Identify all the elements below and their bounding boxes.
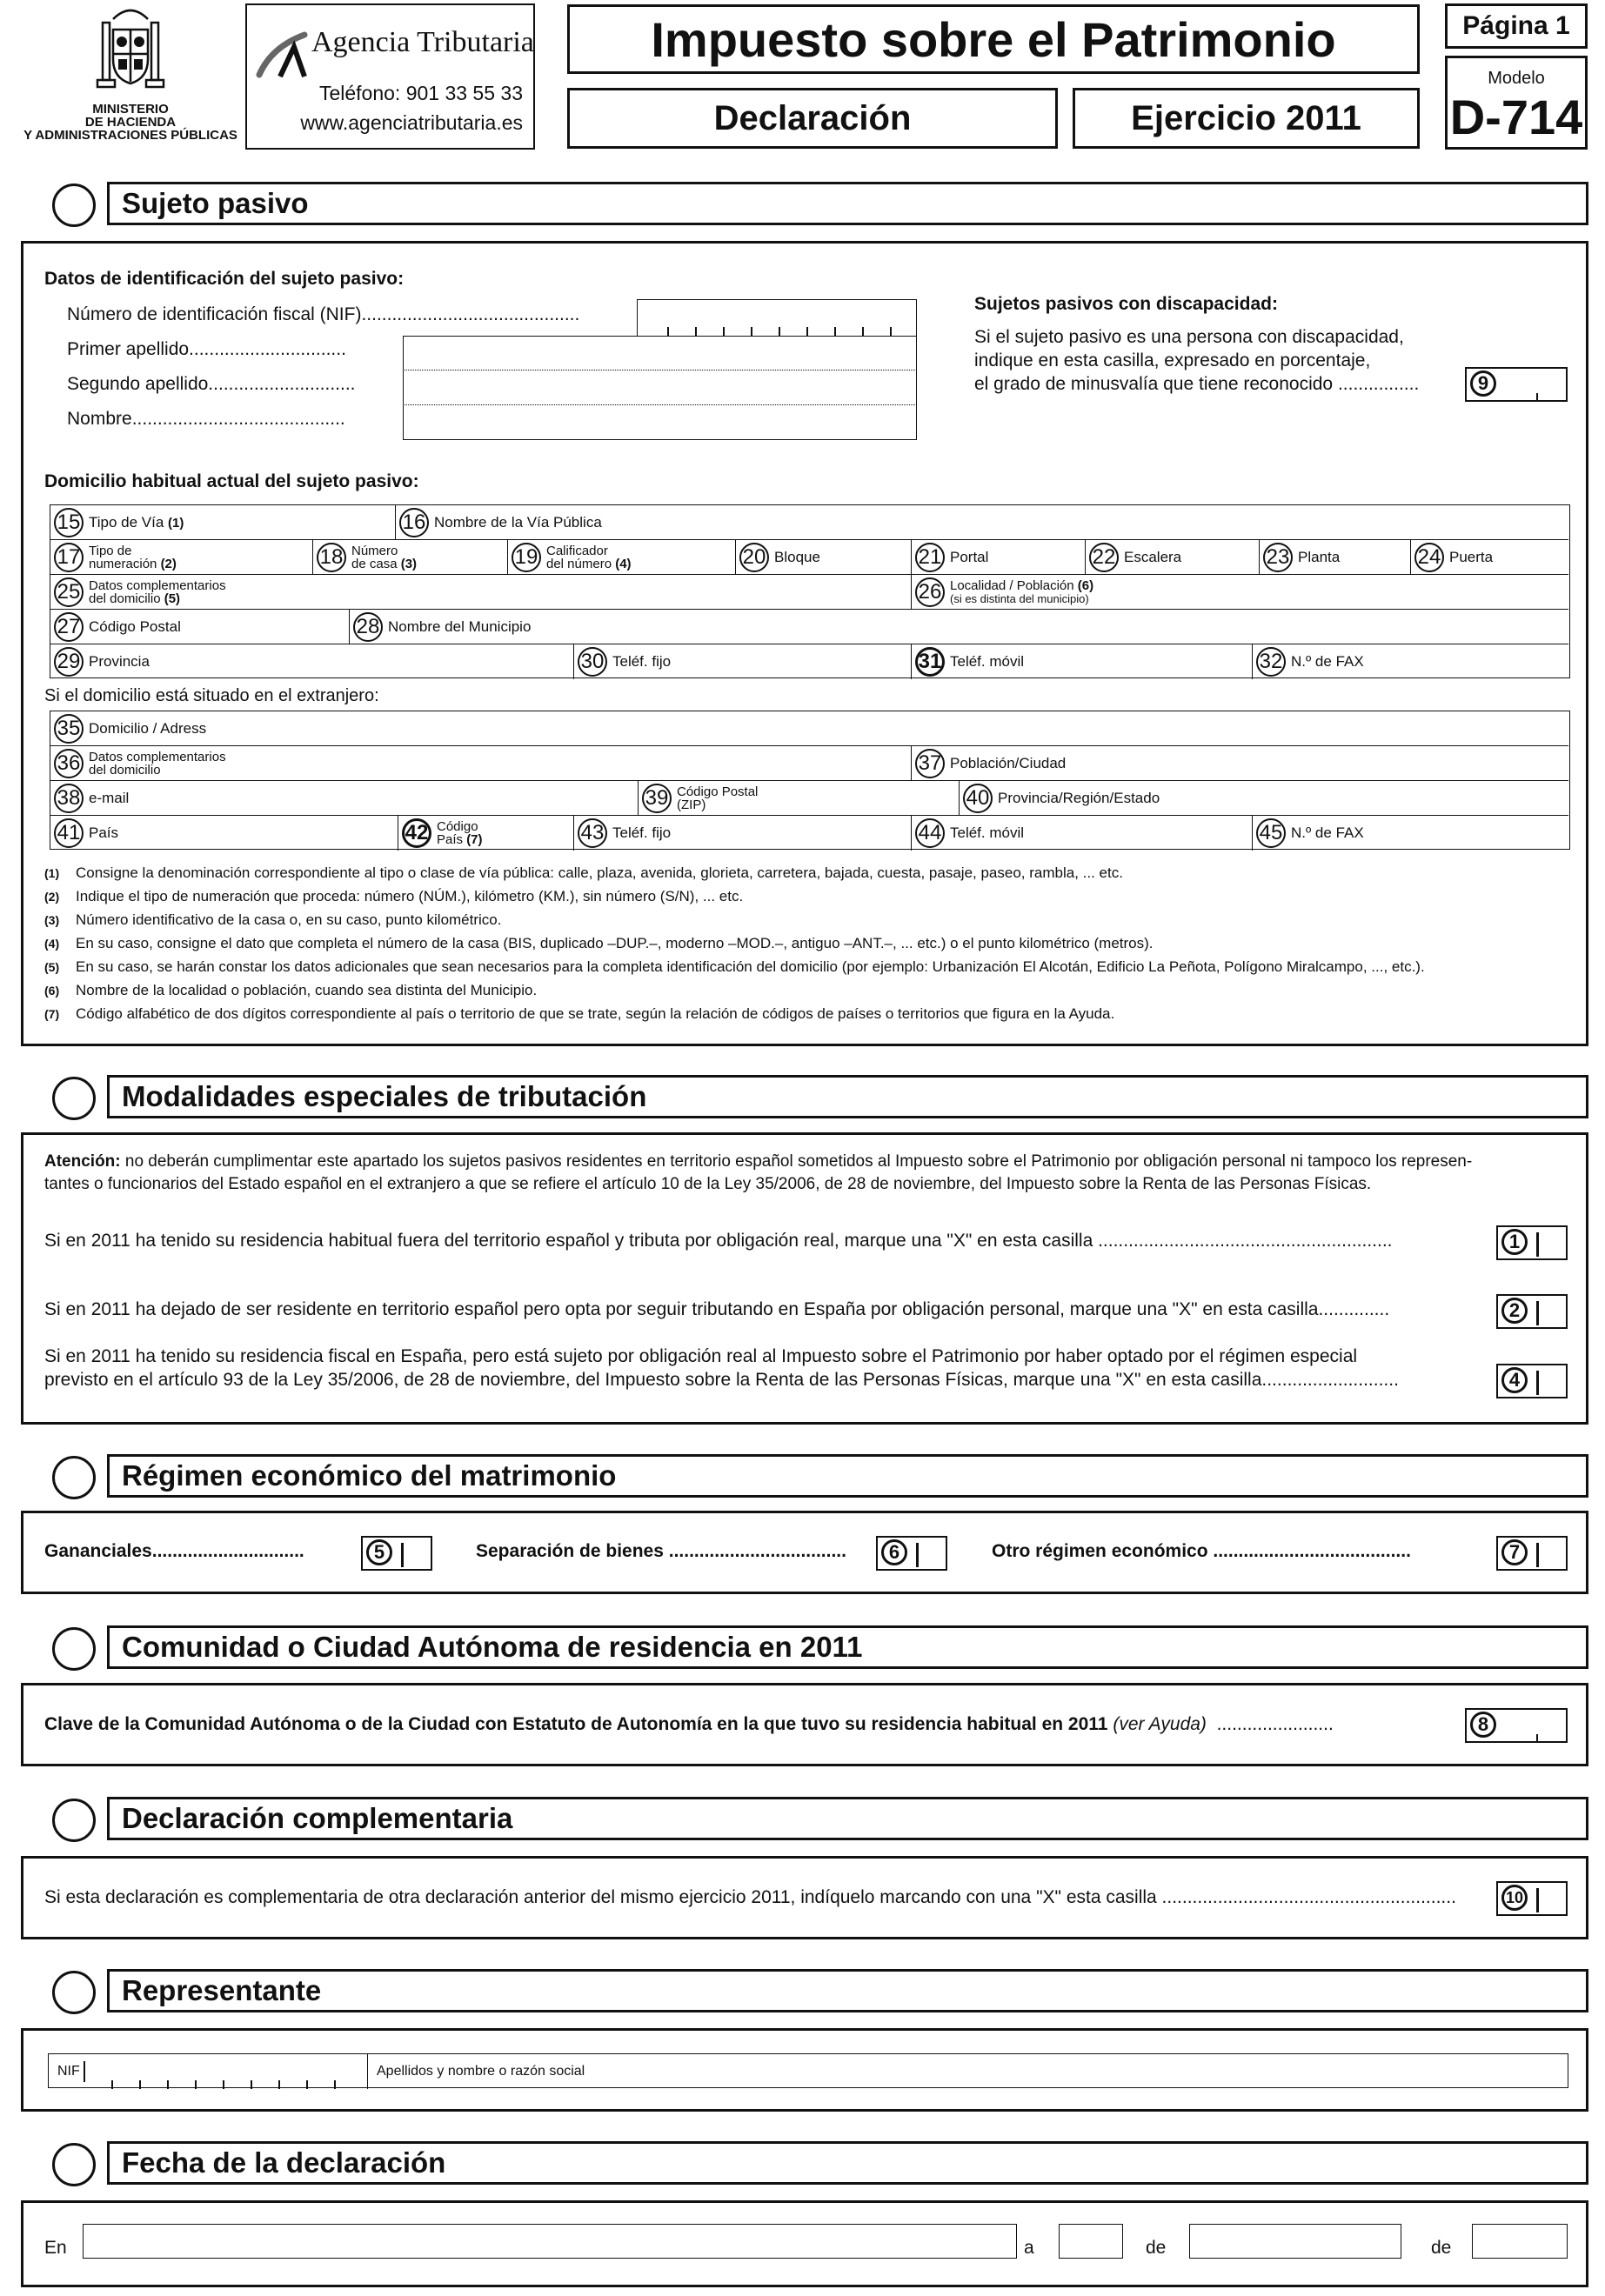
disability-line-3: el grado de minusvalía que tiene reconocido ................ <box>974 374 1420 394</box>
box-number-7: 7 <box>1501 1539 1528 1565</box>
field-17-numbering-type[interactable] <box>50 540 313 575</box>
comunidad-question <box>44 1714 1334 1735</box>
disability-heading: Sujetos pasivos con discapacidad: <box>974 294 1278 314</box>
field-number: 27 <box>54 612 84 642</box>
abroad-heading: Si el domicilio está situado en el extranjero: <box>44 686 379 705</box>
field-label: Tipo de Vía <box>89 514 164 531</box>
field-label: Localidad / Población <box>950 578 1074 593</box>
footnote-key: (3) <box>44 913 60 927</box>
field-number: 39 <box>642 784 672 813</box>
field-40-region[interactable] <box>960 781 1568 816</box>
field-label: del número <box>546 557 612 571</box>
representative-row <box>48 2053 1568 2088</box>
page-label: Página 1 <box>1445 3 1588 49</box>
field-44-mobile[interactable] <box>912 816 1253 851</box>
field-label: País <box>89 824 119 841</box>
footnote-text: En su caso, se harán constar los datos adicionales que sean necesarios para la completa identificación del domicilio (por ejemplo: Urbanización El Alcotán, Edificio La Peñota, Polígono Miralcampo, ..., etc.). <box>76 958 1425 975</box>
section-marker-representante <box>52 1971 96 2014</box>
year-label: de <box>1431 2238 1452 2258</box>
abroad-row-4 <box>50 816 1568 851</box>
representative-nif-field[interactable] <box>49 2054 368 2089</box>
footnote-text: Indique el tipo de numeración que proceda: número (NÚM.), kilómetro (KM.), sin número (S/N), ... etc. <box>76 888 744 904</box>
model-number: D-714 <box>1449 90 1583 144</box>
field-27-postal-code[interactable] <box>50 610 350 644</box>
agency-name: Agencia Tributaria <box>311 26 534 58</box>
field-label: Planta <box>1298 549 1341 565</box>
box-number-5: 5 <box>366 1539 392 1565</box>
field-21-portal[interactable] <box>912 540 1086 575</box>
field-20-block[interactable] <box>736 540 912 575</box>
attention-text: no deberán cumplimentar este apartado los sujetos pasivos residentes en territorio español sometidos al Impuesto sobre el Patrimonio por obligación personal ni tampoco los represen- <box>120 1152 1473 1171</box>
year-input[interactable] <box>1472 2224 1568 2259</box>
attention-line-2: tantes o funcionarios del Estado español en el extranjero a que se refiere el artículo 10 de la Ley 35/2006, de 28 de noviembre, del Impuesto sobre la Renta de las Personas Físicas. <box>44 1175 1372 1193</box>
agency-phone: Teléfono: 901 33 55 33 <box>318 82 523 104</box>
field-35-address[interactable] <box>50 711 1568 746</box>
coat-of-arms-icon <box>94 3 167 101</box>
section-marker-comunidad <box>52 1627 96 1671</box>
place-input[interactable] <box>83 2224 1017 2259</box>
field-label: Bloque <box>774 549 820 565</box>
field-number: 40 <box>963 784 993 813</box>
field-number: 23 <box>1263 543 1293 572</box>
ministry-line-2: DE HACIENDA <box>84 115 177 130</box>
field-label: País <box>437 832 464 847</box>
field-number: 19 <box>512 543 541 572</box>
footnote-7 <box>44 1005 1114 1023</box>
panel-modalidades <box>21 1132 1588 1425</box>
help-reference: (ver Ayuda) <box>1113 1714 1207 1734</box>
section-marker-fecha <box>52 2143 96 2186</box>
field-label: del domicilio <box>89 591 161 606</box>
footnote-ref: (1) <box>168 515 184 531</box>
box-number-6: 6 <box>881 1539 907 1565</box>
checkbox-6[interactable] <box>876 1536 947 1571</box>
field-number: 30 <box>578 647 607 677</box>
field-label: Número <box>351 544 398 558</box>
field-24-door[interactable] <box>1411 540 1568 575</box>
footnote-ref: (7) <box>466 832 483 847</box>
field-39-zip[interactable] <box>639 781 960 816</box>
footnote-key: (6) <box>44 984 60 998</box>
field-41-country[interactable] <box>50 816 398 851</box>
checkbox-2[interactable] <box>1496 1294 1568 1329</box>
surname1-label: Primer apellido............................... <box>67 339 346 359</box>
field-19-number-qualifier[interactable] <box>508 540 736 575</box>
complementaria-question: Si esta declaración es complementaria de otra declaración anterior del mismo ejercicio 2011, indíquelo marcando con una "X" esta casilla .......................................................... <box>44 1887 1456 1907</box>
nif-label: Número de identificación fiscal (NIF)........................................... <box>67 304 580 324</box>
field-number: 24 <box>1414 543 1444 572</box>
separacion-label: Separación de bienes ................................... <box>476 1541 846 1561</box>
footnote-2 <box>44 888 743 905</box>
month-input[interactable] <box>1189 2224 1401 2259</box>
form-title: Impuesto sobre el Patrimonio <box>567 4 1420 74</box>
section-marker-sujeto <box>52 184 96 227</box>
field-label: Código <box>437 819 478 834</box>
panel-comunidad <box>21 1683 1588 1766</box>
ministry-line-3: Y ADMINISTRACIONES PÚBLICAS <box>23 128 237 143</box>
domicile-row-1 <box>50 505 1568 540</box>
section-title-modalidades: Modalidades especiales de tributación <box>107 1075 1588 1118</box>
disability-box-9[interactable] <box>1465 367 1568 402</box>
attention-line-1 <box>44 1152 1472 1171</box>
name-field-label: Apellidos y nombre o razón social <box>377 2064 585 2079</box>
field-number: 25 <box>54 577 84 607</box>
box-number-9: 9 <box>1470 370 1496 397</box>
footnote-4 <box>44 935 1154 952</box>
field-number: 16 <box>399 508 429 537</box>
field-label: Código Postal <box>89 618 181 635</box>
field-label: Puerta <box>1449 549 1494 565</box>
field-45-fax[interactable] <box>1253 816 1568 851</box>
panel-sujeto <box>21 241 1588 1046</box>
footnote-text: Número identificativo de la casa o, en su caso, punto kilométrico. <box>76 911 502 928</box>
form-subtitle: Declaración <box>567 88 1058 149</box>
panel-complementaria <box>21 1856 1588 1939</box>
field-label: Domicilio / Adress <box>89 720 207 737</box>
panel-fecha <box>21 2200 1588 2287</box>
field-31-mobile[interactable] <box>912 644 1253 679</box>
footnote-text: Código alfabético de dos dígitos correspondiente al país o territorio de que se trate, según la relación de códigos de países o territorios que figura en la Ayuda. <box>76 1005 1115 1022</box>
checkbox-1[interactable] <box>1496 1225 1568 1260</box>
field-label: N.º de FAX <box>1291 824 1364 841</box>
domicile-row-2 <box>50 540 1568 575</box>
disability-line-1: Si el sujeto pasivo es una persona con discapacidad, <box>974 327 1404 347</box>
surname2-label: Segundo apellido............................. <box>67 374 356 394</box>
footnote-1 <box>44 864 1123 882</box>
nif-input[interactable] <box>637 299 917 336</box>
field-label: Provincia/Región/Estado <box>998 790 1160 806</box>
field-number: 22 <box>1089 543 1119 572</box>
field-label: Teléf. fijo <box>612 824 672 841</box>
field-label: e-mail <box>89 790 130 806</box>
panel-representante <box>21 2028 1588 2112</box>
footnote-key: (7) <box>44 1007 60 1021</box>
agency-box <box>245 3 535 150</box>
field-label: Escalera <box>1124 549 1182 565</box>
footnote-text: Consigne la denominación correspondiente al tipo o clase de vía pública: calle, plaza, avenida, glorieta, carretera, bajada, cuesta, pasaje, paseo, rambla, ... etc. <box>76 864 1123 881</box>
field-number: 29 <box>54 647 84 677</box>
agency-logo-icon <box>256 30 310 82</box>
day-label: a <box>1024 2238 1034 2258</box>
community-code-box-8[interactable] <box>1465 1708 1568 1743</box>
field-28-municipality[interactable] <box>350 610 1568 644</box>
id-heading: Datos de identificación del sujeto pasivo: <box>44 269 405 289</box>
abroad-grid <box>50 711 1570 850</box>
footnote-ref: (2) <box>160 557 177 571</box>
field-30-landline[interactable] <box>574 644 912 679</box>
field-22-stair[interactable] <box>1086 540 1260 575</box>
section-title-representante: Representante <box>107 1969 1588 2012</box>
checkbox-7[interactable] <box>1496 1536 1568 1571</box>
field-label: Teléf. móvil <box>950 653 1025 670</box>
footnote-ref: (6) <box>1077 578 1094 593</box>
box-number-4: 4 <box>1501 1367 1528 1393</box>
field-label: Calificador <box>546 544 608 558</box>
question-4-line-2: previsto en el artículo 93 de la Ley 35/2006, de 28 de noviembre, del Impuesto sobre la Renta de las Personas Físicas, marque una "X" en esta casilla........................... <box>44 1370 1399 1390</box>
box-number-8: 8 <box>1470 1712 1496 1738</box>
field-label: N.º de FAX <box>1291 653 1364 670</box>
nif-field-label: NIF <box>57 2064 80 2079</box>
domicile-row-5 <box>50 644 1568 679</box>
attention-label: Atención: <box>44 1152 121 1171</box>
box-number-10: 10 <box>1501 1885 1528 1911</box>
field-number: 38 <box>54 784 84 813</box>
field-label: Teléf. fijo <box>612 653 672 670</box>
footnote-text: En su caso, consigne el dato que completa el número de la casa (BIS, duplicado –DUP.–, moderno –MOD.–, antiguo –ANT.–, ... etc.) o el punto kilométrico (metros). <box>76 935 1154 951</box>
field-number: 41 <box>54 818 84 848</box>
footnote-key: (2) <box>44 890 60 904</box>
field-38-email[interactable] <box>50 781 639 816</box>
representative-name-field[interactable] <box>368 2054 1567 2089</box>
field-42-country-code[interactable] <box>398 816 574 851</box>
agency-web: www.agenciatributaria.es <box>300 111 523 134</box>
gananciales-text: Gananciales.............................. <box>44 1541 304 1561</box>
field-43-landline[interactable] <box>574 816 912 851</box>
field-number: 32 <box>1256 647 1286 677</box>
footnote-key: (5) <box>44 960 60 974</box>
field-32-fax[interactable] <box>1253 644 1568 679</box>
field-15-via-type[interactable] <box>50 505 396 540</box>
domicile-heading: Domicilio habitual actual del sujeto pasivo: <box>44 471 419 491</box>
disability-line-2: indique en esta casilla, expresado en porcentaje, <box>974 350 1371 370</box>
field-number: 45 <box>1256 818 1286 848</box>
field-number: 15 <box>54 508 84 537</box>
field-label: Datos complementarios <box>89 750 226 764</box>
abroad-row-2 <box>50 746 1568 781</box>
name-input[interactable] <box>403 405 917 440</box>
field-36-extra-data[interactable] <box>50 746 912 781</box>
field-26-locality[interactable] <box>912 575 1568 610</box>
checkbox-5[interactable] <box>361 1536 432 1571</box>
abroad-row-1 <box>50 711 1568 746</box>
field-label: Nombre de la Vía Pública <box>434 514 602 531</box>
otro-regimen-label: Otro régimen económico ....................................... <box>992 1541 1411 1561</box>
field-number: 44 <box>915 818 945 848</box>
section-title-complementaria: Declaración complementaria <box>107 1797 1588 1840</box>
field-label: del domicilio <box>89 763 161 778</box>
exercise-label: Ejercicio 2011 <box>1073 88 1420 149</box>
footnote-text: Nombre de la localidad o población, cuando sea distinta del Municipio. <box>76 982 538 998</box>
panel-regimen <box>21 1511 1588 1594</box>
footnote-ref: (5) <box>164 591 181 606</box>
footnote-key: (1) <box>44 866 60 880</box>
field-number: 42 <box>402 818 431 848</box>
field-label: de casa <box>351 557 398 571</box>
section-marker-complementaria <box>52 1799 96 1842</box>
ministry-line-1: MINISTERIO <box>92 102 169 117</box>
surname1-input[interactable] <box>403 336 917 370</box>
field-label: Código Postal <box>677 784 759 799</box>
box-number-1: 1 <box>1501 1229 1528 1255</box>
section-marker-modalidades <box>52 1077 96 1120</box>
field-16-street-name[interactable] <box>396 505 1568 540</box>
gananciales-label <box>44 1541 304 1562</box>
field-23-floor[interactable] <box>1260 540 1411 575</box>
field-label: Datos complementarios <box>89 578 226 593</box>
field-label: Población/Ciudad <box>950 755 1067 771</box>
field-label: Teléf. móvil <box>950 824 1025 841</box>
field-number: 43 <box>578 818 607 848</box>
surname2-input[interactable] <box>403 370 917 405</box>
field-number: 36 <box>54 749 84 778</box>
domicile-row-4 <box>50 610 1568 644</box>
abroad-row-3 <box>50 781 1568 816</box>
field-number: 26 <box>915 577 945 607</box>
field-number: 31 <box>915 647 945 677</box>
footnote-6 <box>44 982 537 999</box>
field-number: 35 <box>54 714 84 744</box>
question-2: Si en 2011 ha dejado de ser residente en territorio español pero opta por seguir tributando en España por obligación personal, marque una "X" en esta casilla.............. <box>44 1299 1390 1319</box>
field-label: Tipo de <box>89 544 132 558</box>
field-label: (si es distinta del municipio) <box>950 592 1089 605</box>
question-1: Si en 2011 ha tenido su residencia habitual fuera del territorio español y tributa por obligación real, marque una "X" en esta casilla .......................................................... <box>44 1231 1393 1251</box>
section-title-fecha: Fecha de la declaración <box>107 2141 1588 2185</box>
leader-dots: ....................... <box>1216 1714 1334 1734</box>
field-label: Portal <box>950 549 989 565</box>
field-18-house-number[interactable] <box>313 540 508 575</box>
domicile-row-3 <box>50 575 1568 610</box>
field-29-province[interactable] <box>50 644 574 679</box>
footnote-key: (4) <box>44 937 60 951</box>
field-label: numeración <box>89 557 157 571</box>
section-title-sujeto: Sujeto pasivo <box>107 182 1588 225</box>
field-37-city[interactable] <box>912 746 1568 781</box>
checkbox-4[interactable] <box>1496 1364 1568 1398</box>
name-label: Nombre.......................................... <box>67 409 345 429</box>
field-number: 21 <box>915 543 945 572</box>
checkbox-10[interactable] <box>1496 1881 1568 1916</box>
field-number: 28 <box>353 612 383 642</box>
place-label: En <box>44 2238 67 2258</box>
footnote-3 <box>44 911 501 929</box>
field-label: (ZIP) <box>677 798 706 812</box>
section-title-regimen: Régimen económico del matrimonio <box>107 1454 1588 1498</box>
field-label: Nombre del Municipio <box>388 618 532 635</box>
day-input[interactable] <box>1059 2224 1123 2259</box>
comunidad-text: Clave de la Comunidad Autónoma o de la Ciudad con Estatuto de Autonomía en la que tuvo su residencia habitual en 2011 <box>44 1714 1108 1734</box>
footnote-ref: (3) <box>400 557 418 571</box>
model-label: Modelo <box>1488 69 1545 88</box>
section-marker-regimen <box>52 1456 96 1499</box>
field-number: 17 <box>54 543 84 572</box>
model-box <box>1445 56 1588 150</box>
question-4-line-1: Si en 2011 ha tenido su residencia fiscal en España, pero está sujeto por obligación real al Impuesto sobre el Patrimonio por haber optado por el régimen especial <box>44 1346 1358 1366</box>
field-label: Provincia <box>89 653 150 670</box>
month-label: de <box>1146 2238 1167 2258</box>
box-number-2: 2 <box>1501 1298 1528 1324</box>
footnote-5 <box>44 958 1425 976</box>
field-number: 20 <box>739 543 769 572</box>
footnote-ref: (4) <box>615 557 632 571</box>
section-title-comunidad: Comunidad o Ciudad Autónoma de residencia en 2011 <box>107 1625 1588 1669</box>
domicile-grid <box>50 504 1570 678</box>
field-25-extra-data[interactable] <box>50 575 912 610</box>
field-number: 37 <box>915 749 945 778</box>
field-number: 18 <box>317 543 346 572</box>
